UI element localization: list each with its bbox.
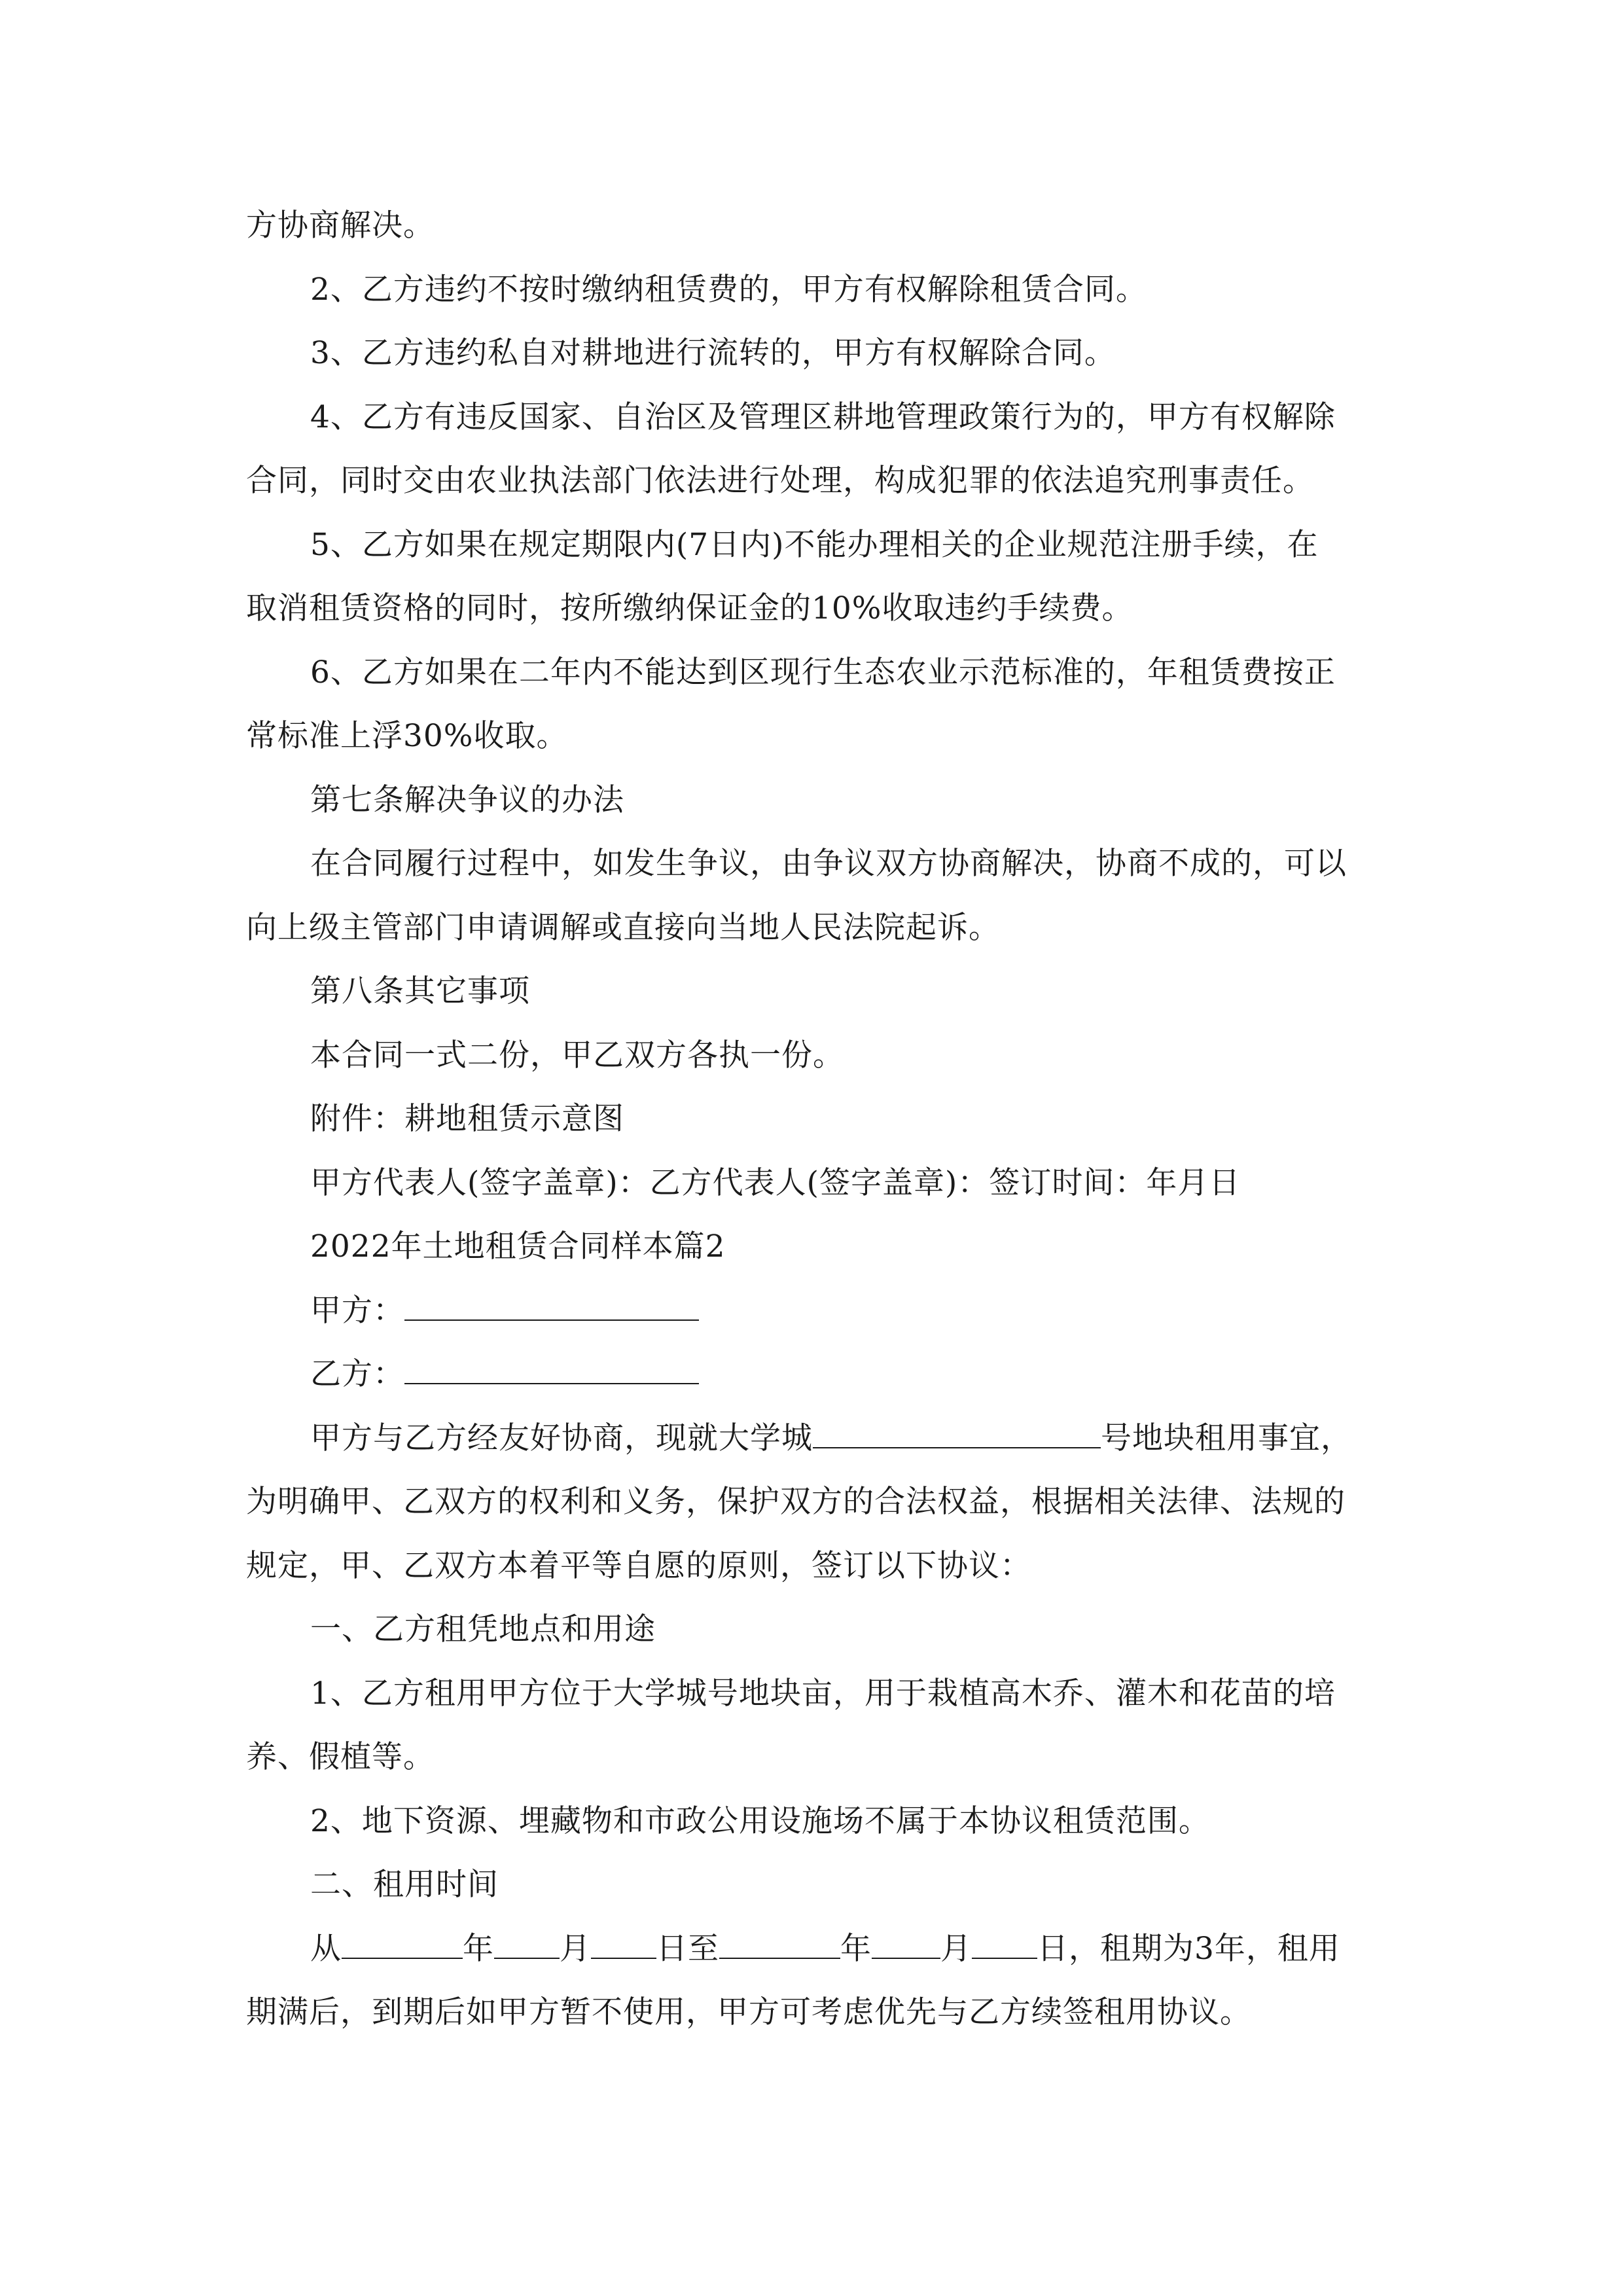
article-7-text: 在合同履行过程中，如发生争议，由争议双方协商解决，协商不成的，可以 <box>310 846 1347 882</box>
party-a-label: 甲方： <box>310 1292 404 1329</box>
end-month-blank <box>872 1931 940 1959</box>
paragraph-line: 规定，甲、乙双方本着平等自愿的原则，签订以下协议： <box>246 1547 1031 1584</box>
clause-5: 5、乙方如果在规定期限内(7日内)不能办理相关的企业规范注册手续，在 <box>310 526 1319 563</box>
month-label: 月 <box>560 1930 591 1967</box>
lease-term-text: 日，租期为3年，租用 <box>1037 1930 1340 1967</box>
clause-4: 4、乙方有违反国家、自治区及管理区耕地管理政策行为的，甲方有权解除 <box>310 399 1336 435</box>
start-day-blank <box>591 1931 656 1959</box>
intro-line <box>246 1407 1393 1471</box>
intro-text-end: 号地块租用事宜， <box>1101 1420 1352 1456</box>
paragraph-line: 为明确甲、乙双方的权利和义务，保护双方的合法权益，根据相关法律、法规的 <box>246 1484 1346 1520</box>
party-b-blank <box>404 1357 699 1384</box>
year-label: 年 <box>840 1930 872 1967</box>
lease-period-line <box>246 1917 1393 1981</box>
clause-3: 3、乙方违约私自对耕地进行流转的，甲方有权解除合同。 <box>310 335 1116 371</box>
end-day-blank <box>972 1931 1037 1959</box>
intro-text-start: 甲方与乙方经友好协商，现就大学城 <box>310 1420 813 1456</box>
paragraph-line: 方协商解决。 <box>246 207 435 243</box>
year-label: 年 <box>463 1930 494 1967</box>
paragraph-line: 期满后，到期后如甲方暂不使用，甲方可考虑优先与乙方续签租用协议。 <box>246 1994 1251 2030</box>
article-8-heading: 第八条其它事项 <box>310 973 530 1009</box>
month-label: 月 <box>940 1930 972 1967</box>
section-1-heading: 一、乙方租凭地点和用途 <box>310 1611 656 1647</box>
plot-number-blank <box>813 1421 1101 1448</box>
paragraph-line: 合同，同时交由农业执法部门依法进行处理，构成犯罪的依法追究刑事责任。 <box>246 463 1314 499</box>
contract-body <box>246 194 1393 2045</box>
paragraph-line: 向上级主管部门申请调解或直接向当地人民法院起诉。 <box>246 909 1000 946</box>
paragraph-line: 取消租赁资格的同时，按所缴纳保证金的10%收取违约手续费。 <box>246 590 1133 626</box>
section-1-item-1: 1、乙方租用甲方位于大学城号地块亩，用于栽植高木乔、灌木和花苗的培 <box>310 1675 1336 1712</box>
party-a-blank <box>404 1293 699 1321</box>
clause-2: 2、乙方违约不按时缴纳租赁费的，甲方有权解除租赁合同。 <box>310 271 1147 308</box>
end-year-blank <box>719 1931 840 1959</box>
day-to-label: 日至 <box>656 1930 719 1967</box>
paragraph-line: 常标准上浮30%收取。 <box>246 718 568 754</box>
article-7-heading: 第七条解决争议的办法 <box>310 781 624 818</box>
attachment-line: 附件：耕地租赁示意图 <box>310 1101 624 1137</box>
party-b-field <box>246 1342 1393 1407</box>
signature-line: 甲方代表人(签字盖章)：乙方代表人(签字盖章)：签订时间：年月日 <box>310 1164 1241 1201</box>
start-month-blank <box>494 1931 560 1959</box>
from-label: 从 <box>310 1930 342 1967</box>
party-a-field <box>246 1279 1393 1343</box>
article-8-text: 本合同一式二份，甲乙双方各执一份。 <box>310 1037 844 1073</box>
section-1-item-2: 2、地下资源、埋藏物和市政公用设施场不属于本协议租赁范围。 <box>310 1803 1210 1839</box>
party-b-label: 乙方： <box>310 1356 404 1392</box>
paragraph-line: 养、假植等。 <box>246 1739 435 1775</box>
clause-6: 6、乙方如果在二年内不能达到区现行生态农业示范标准的，年租赁费按正 <box>310 654 1336 691</box>
section-2-heading: 二、租用时间 <box>310 1867 499 1903</box>
section-title: 2022年土地租赁合同样本篇2 <box>310 1229 726 1265</box>
start-year-blank <box>342 1931 463 1959</box>
